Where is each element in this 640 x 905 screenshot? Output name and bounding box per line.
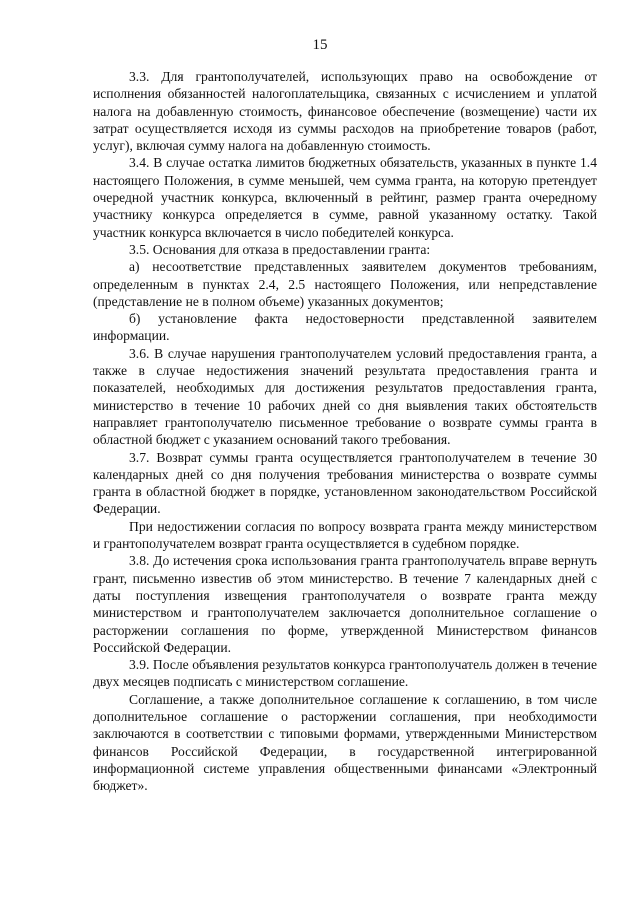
document-body	[93, 68, 597, 794]
paragraph-3-5-a: а) несоответствие представленных заявителем документов требованиям, определенным в пунктах 2.4, 2.5 настоящего Положения, или непредставление (представление не в полном объеме) указанных документов;	[93, 259, 597, 309]
paragraph-3-6: 3.6. В случае нарушения грантополучателем условий предоставления гранта, а также в случае недостижения значений результата предоставления гранта и показателей, необходимых для достижения результатов предоставления гранта, министерство в течение 10 рабочих дней со дня выявления таких обстоятельств направляет грантополучателю письменное требование о возврате суммы гранта в областной бюджет с указанием оснований такого требования.	[93, 345, 597, 448]
paragraph-3-5: 3.5. Основания для отказа в предоставлении гранта:	[129, 241, 431, 257]
paragraph-3-3: 3.3. Для грантополучателей, использующих право на освобождение от исполнения обязанностей налогоплательщика, связанных с исчислением и уплатой налога на добавленную стоимость, финансовое обеспечение (возмещение) части их затрат осуществляется исходя из суммы расходов на приобретение товаров (работ, услуг), включая сумму налога на добавленную стоимость.	[93, 69, 597, 154]
paragraph-3-7-dispute: При недостижении согласия по вопросу возврата гранта между министерством и грантополучателем возврат гранта осуществляется в судебном порядке.	[93, 518, 597, 552]
paragraph-3-9-agreements: Соглашение, а также дополнительное соглашение к соглашению, в том числе дополнительное соглашение о расторжении соглашения, при необходимости заключаются в соответствии с типовыми формами, утвержденными Министерством финансов Российской Федерации, в государственной интегрированной информационной системе управления общественными финансами «Электронный бюджет».	[93, 691, 597, 794]
paragraph-3-7: 3.7. Возврат суммы гранта осуществляется грантополучателем в течение 30 календарных дней со дня получения требования министерства о возврате суммы гранта в областной бюджет в порядке, установленном законодательством Российской Федерации.	[93, 449, 597, 517]
paragraph-3-8: 3.8. До истечения срока использования гранта грантополучатель вправе вернуть грант, письменно известив об этом министерство. В течение 7 календарных дней с даты поступления извещения грантополучателя о возврате гранта между министерством и грантополучателем заключается дополнительное соглашение о расторжении соглашения по форме, утвержденной Министерством финансов Российской Федерации.	[93, 553, 597, 655]
paragraph-3-9: 3.9. После объявления результатов конкурса грантополучатель должен в течение двух месяцев подписать с министерством соглашение.	[93, 657, 597, 690]
paragraph-3-4: 3.4. В случае остатка лимитов бюджетных обязательств, указанных в пункте 1.4 настоящего Положения, в сумме меньшей, чем сумма гранта, на которую претендует очередной участник конкурса, включенный в рейтинг, размер гранта очередному участнику конкурса определяется в сумме, равной указанному остатку. Такой участник конкурса включается в число победителей конкурса.	[93, 155, 597, 240]
page-number: 15	[312, 37, 328, 53]
paragraph-3-5-b: б) установление факта недостоверности представленной заявителем информации.	[93, 311, 597, 344]
